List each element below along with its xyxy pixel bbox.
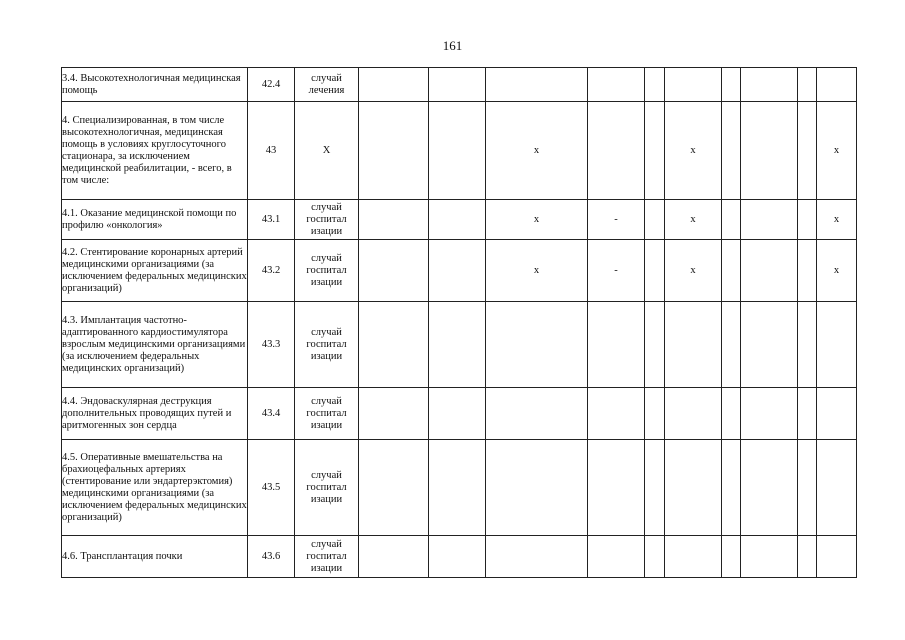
- value-cell: [588, 68, 645, 102]
- value-cell: x: [665, 240, 722, 302]
- value-cell: [665, 536, 722, 578]
- value-cell: [817, 388, 857, 440]
- value-cell: [645, 240, 665, 302]
- value-cell: [359, 102, 429, 200]
- row-unit-cell: случай госпитал изации: [295, 536, 359, 578]
- value-cell: [741, 102, 798, 200]
- value-cell: [645, 102, 665, 200]
- row-unit-cell: X: [295, 102, 359, 200]
- value-cell: [741, 302, 798, 388]
- row-code-cell: 43.1: [248, 200, 295, 240]
- value-cell: x: [817, 102, 857, 200]
- value-cell: [665, 302, 722, 388]
- value-cell: [645, 200, 665, 240]
- value-cell: [798, 240, 817, 302]
- row-name-cell: 4.2. Стентирование коронарных артерий медицинскими организациями (за исключением федеральных медицинских организаций): [62, 240, 248, 302]
- value-cell: [722, 440, 741, 536]
- row-unit-cell: случай госпитал изации: [295, 302, 359, 388]
- row-code-cell: 43.4: [248, 388, 295, 440]
- value-cell: x: [817, 240, 857, 302]
- row-name-cell: 3.4. Высокотехнологичная медицинская помощь: [62, 68, 248, 102]
- value-cell: [429, 388, 486, 440]
- row-name-cell: 4.5. Оперативные вмешательства на брахиоцефальных артериях (стентирование или эндартерэктомия) медицинскими организациями (за исключением федеральных медицинских организаций): [62, 440, 248, 536]
- value-cell: [645, 536, 665, 578]
- value-cell: [741, 200, 798, 240]
- row-unit-cell: случай госпитал изации: [295, 240, 359, 302]
- row-unit-cell: случай госпитал изации: [295, 440, 359, 536]
- value-cell: [817, 302, 857, 388]
- row-name-cell: 4.3. Имплантация частотно-адаптированного кардиостимулятора взрослым медицинскими организациями (за исключением федеральных медицинских организаций): [62, 302, 248, 388]
- table-row: [62, 68, 857, 102]
- value-cell: [588, 388, 645, 440]
- value-cell: [741, 536, 798, 578]
- value-cell: [359, 68, 429, 102]
- value-cell: [486, 388, 588, 440]
- value-cell: [798, 200, 817, 240]
- value-cell: [588, 440, 645, 536]
- row-code-cell: 43: [248, 102, 295, 200]
- table-row: [62, 200, 857, 240]
- value-cell: [741, 388, 798, 440]
- value-cell: [429, 68, 486, 102]
- value-cell: [817, 68, 857, 102]
- row-unit-cell: случай лечения: [295, 68, 359, 102]
- value-cell: [645, 440, 665, 536]
- value-cell: x: [486, 240, 588, 302]
- row-name-cell: 4.6. Трансплантация почки: [62, 536, 248, 578]
- value-cell: [665, 388, 722, 440]
- value-cell: [359, 536, 429, 578]
- value-cell: [741, 68, 798, 102]
- value-cell: [741, 240, 798, 302]
- row-code-cell: 43.6: [248, 536, 295, 578]
- value-cell: [817, 536, 857, 578]
- value-cell: [359, 200, 429, 240]
- row-code-cell: 43.3: [248, 302, 295, 388]
- table-row: [62, 536, 857, 578]
- table-row: [62, 102, 857, 200]
- value-cell: [588, 102, 645, 200]
- value-cell: [798, 536, 817, 578]
- value-cell: x: [486, 200, 588, 240]
- value-cell: [722, 200, 741, 240]
- value-cell: [798, 102, 817, 200]
- value-cell: [722, 240, 741, 302]
- page-number: 161: [442, 38, 463, 53]
- row-code-cell: 43.2: [248, 240, 295, 302]
- value-cell: [359, 440, 429, 536]
- value-cell: [741, 440, 798, 536]
- value-cell: [722, 302, 741, 388]
- value-cell: [798, 68, 817, 102]
- value-cell: [429, 102, 486, 200]
- row-code-cell: 43.5: [248, 440, 295, 536]
- value-cell: [588, 302, 645, 388]
- row-unit-cell: случай госпитал изации: [295, 200, 359, 240]
- value-cell: x: [817, 200, 857, 240]
- value-cell: [359, 302, 429, 388]
- value-cell: [665, 440, 722, 536]
- table-row: [62, 440, 857, 536]
- value-cell: [645, 388, 665, 440]
- value-cell: x: [486, 102, 588, 200]
- value-cell: [359, 240, 429, 302]
- row-name-cell: 4. Специализированная, в том числе высокотехнологичная, медицинская помощь в условиях круглосуточного стационара, за исключением медицинской реабилитации, - всего, в том числе:: [62, 102, 248, 200]
- value-cell: x: [665, 200, 722, 240]
- value-cell: [645, 68, 665, 102]
- value-cell: [798, 388, 817, 440]
- value-cell: [722, 388, 741, 440]
- value-cell: [722, 102, 741, 200]
- value-cell: [429, 536, 486, 578]
- value-cell: -: [588, 240, 645, 302]
- value-cell: [429, 240, 486, 302]
- value-cell: [486, 68, 588, 102]
- value-cell: [486, 536, 588, 578]
- value-cell: [588, 536, 645, 578]
- row-unit-cell: случай госпитал изации: [295, 388, 359, 440]
- table-row: [62, 240, 857, 302]
- value-cell: [429, 302, 486, 388]
- data-table: [61, 67, 857, 578]
- table-row: [62, 388, 857, 440]
- value-cell: [798, 302, 817, 388]
- value-cell: [798, 440, 817, 536]
- value-cell: [486, 302, 588, 388]
- value-cell: [486, 440, 588, 536]
- value-cell: [722, 536, 741, 578]
- value-cell: [665, 68, 722, 102]
- value-cell: [645, 302, 665, 388]
- row-name-cell: 4.1. Оказание медицинской помощи по профилю «онкология»: [62, 200, 248, 240]
- value-cell: [722, 68, 741, 102]
- value-cell: [429, 200, 486, 240]
- table-row: [62, 302, 857, 388]
- row-name-cell: 4.4. Эндоваскулярная деструкция дополнительных проводящих путей и аритмогенных зон сердца: [62, 388, 248, 440]
- value-cell: [817, 440, 857, 536]
- value-cell: [359, 388, 429, 440]
- value-cell: [429, 440, 486, 536]
- row-code-cell: 42.4: [248, 68, 295, 102]
- value-cell: -: [588, 200, 645, 240]
- value-cell: x: [665, 102, 722, 200]
